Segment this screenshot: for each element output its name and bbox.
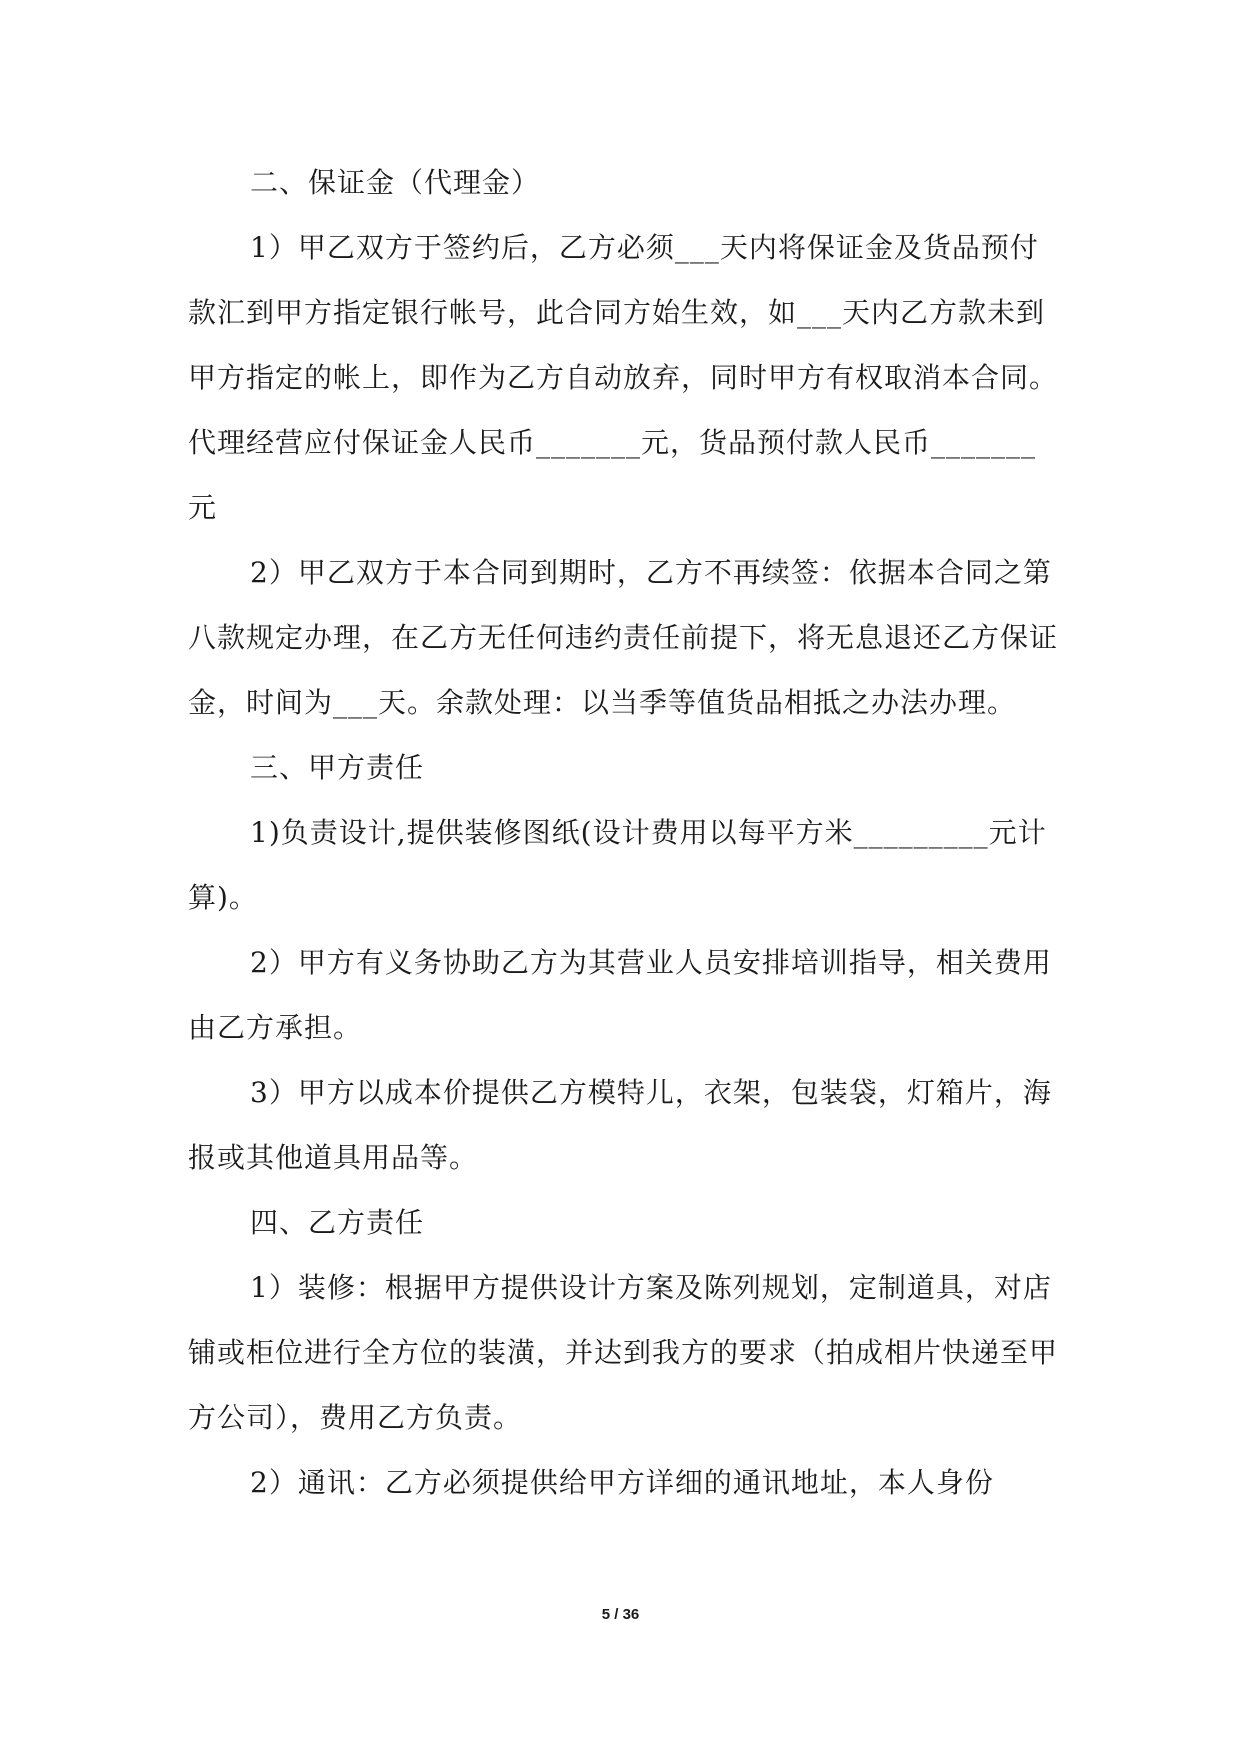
page-number: 5 / 36	[601, 1606, 640, 1623]
paragraph-deposit-clause-2: 2）甲乙双方于本合同到期时，乙方不再续签：依据本合同之第八款规定办理，在乙方无任何违约责任前提下，将无息退还乙方保证金，时间为___天。余款处理：以当季等值货品相抵之办法办理。	[188, 556, 1059, 719]
paragraph-party-b-clause-1: 1）装修：根据甲方提供设计方案及陈列规划，定制道具，对店铺或柜位进行全方位的装潢，并达到我方的要求（拍成相片快递至甲方公司），费用乙方负责。	[188, 1271, 1059, 1434]
paragraph-party-a-clause-2: 2）甲方有义务协助乙方为其营业人员安排培训指导，相关费用由乙方承担。	[188, 946, 1052, 1044]
paragraph-party-a-clause-1: 1)负责设计,提供装修图纸(设计费用以每平方米_________元计算)。	[188, 816, 1047, 914]
section-heading-deposit: 二、保证金（代理金）	[250, 166, 541, 199]
paragraph-deposit-clause-1: 1）甲乙双方于签约后，乙方必须___天内将保证金及货品预付款汇到甲方指定银行帐号，此合同方始生效，如___天内乙方款未到甲方指定的帐上，即作为乙方自动放弃，同时甲方有权取消本合同。代理经营应付保证金人民币_______元，货品预付款人民币_______元	[188, 231, 1059, 524]
paragraph-party-b-clause-2: 2）通讯：乙方必须提供给甲方详细的通讯地址，本人身份	[250, 1466, 994, 1499]
section-heading-party-b: 四、乙方责任	[250, 1206, 425, 1239]
section-heading-party-a: 三、甲方责任	[250, 751, 425, 784]
paragraph-party-a-clause-3: 3）甲方以成本价提供乙方模特儿，衣架，包装袋，灯箱片，海报或其他道具用品等。	[188, 1076, 1052, 1174]
document-body	[188, 150, 1060, 1515]
